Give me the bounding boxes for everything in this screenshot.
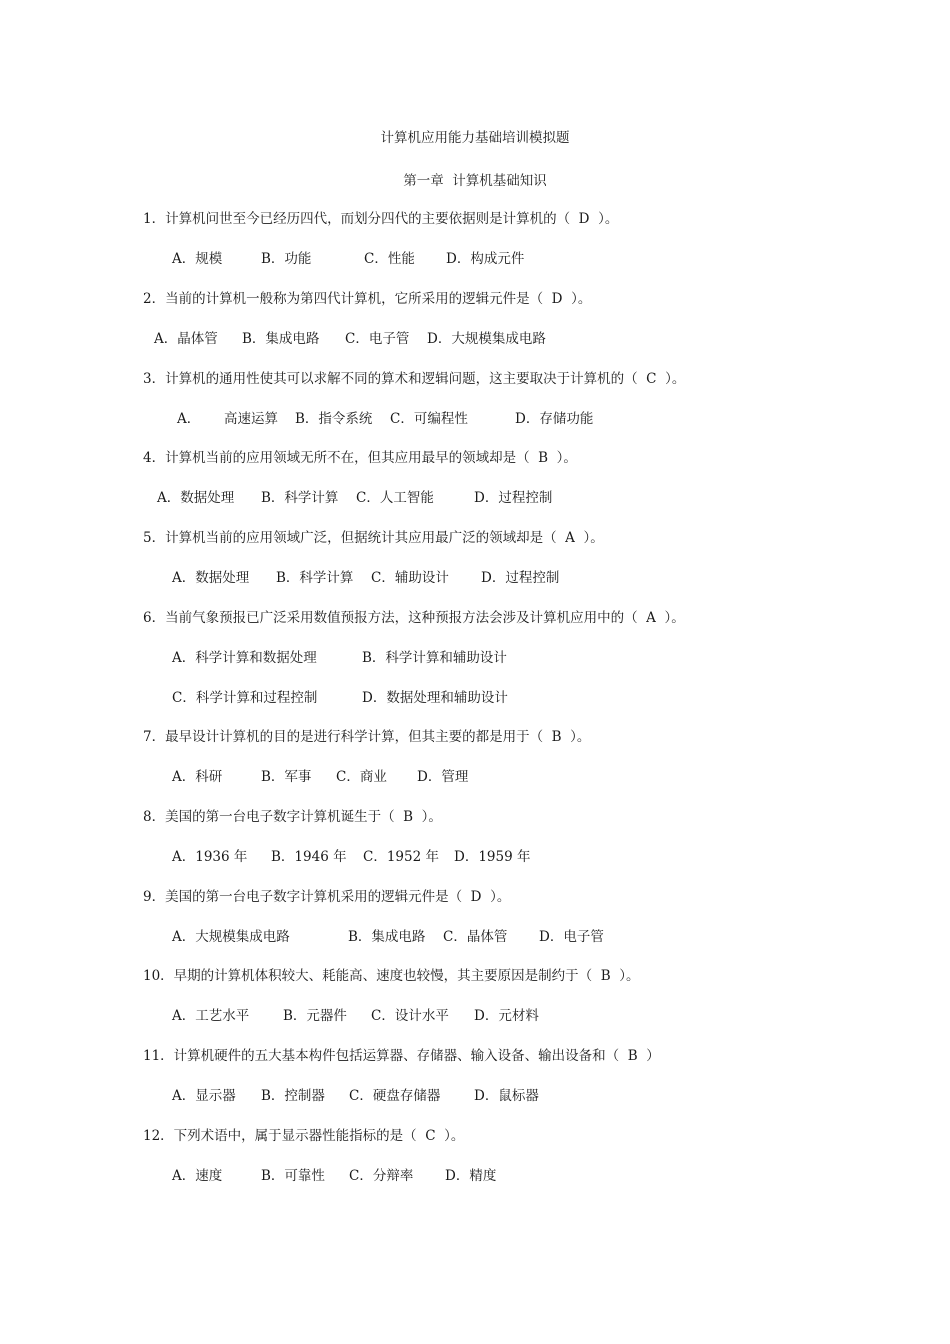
option: C．可编程性	[390, 411, 468, 427]
question-text: 7．最早设计计算机的目的是进行科学计算，但其主要的都是用于（ B ）。	[143, 729, 591, 745]
question-text: 5．计算机当前的应用领域广泛，但据统计其应用最广泛的领域却是（ A ）。	[143, 530, 604, 546]
option: C．性能	[364, 251, 415, 267]
question-text: 12．下列术语中，属于显示器性能指标的是（ C ）。	[143, 1128, 465, 1144]
option: B．控制器	[261, 1088, 325, 1104]
question-text: 4．计算机当前的应用领域无所不在，但其应用最早的领域却是（ B ）。	[143, 450, 577, 466]
option: C．硬盘存储器	[349, 1088, 441, 1104]
option: B．科学计算	[276, 570, 354, 586]
option: C．晶体管	[443, 929, 508, 945]
question-text: 10．早期的计算机体积较大、耗能高、速度也较慢，其主要原因是制约于（ B ）。	[143, 968, 640, 984]
question-text: 11．计算机硬件的五大基本构件包括运算器、存储器、输入设备、输出设备和（ B ）	[143, 1048, 660, 1064]
option: D．管理	[417, 769, 469, 785]
option: B．功能	[261, 251, 312, 267]
option: B．集成电路	[348, 929, 426, 945]
option: A．	[177, 411, 201, 427]
option: D．鼠标器	[474, 1088, 539, 1104]
chapter-heading: 第一章 计算机基础知识	[403, 173, 547, 189]
option: D．大规模集成电路	[427, 331, 546, 347]
option: C．1952 年	[363, 849, 439, 865]
option: D．电子管	[539, 929, 604, 945]
option: A．工艺水平	[172, 1008, 250, 1024]
option: C．辅助设计	[371, 570, 449, 586]
option: A．晶体管	[154, 331, 218, 347]
option: A．显示器	[172, 1088, 236, 1104]
option: A．数据处理	[172, 570, 250, 586]
option: C．人工智能	[356, 490, 434, 506]
option: A．科学计算和数据处理	[172, 650, 317, 666]
option: D．过程控制	[474, 490, 553, 506]
option: D．存储功能	[515, 411, 594, 427]
option: C．科学计算和过程控制	[172, 690, 318, 706]
question-text: 1．计算机问世至今已经历四代，而划分四代的主要依据则是计算机的（ D ）。	[143, 211, 619, 227]
option: D．构成元件	[446, 251, 525, 267]
option: D．1959 年	[454, 849, 531, 865]
option: B．1946 年	[271, 849, 347, 865]
question-text: 6．当前气象预报已广泛采用数值预报方法，这种预报方法会涉及计算机应用中的（ A ）。	[143, 610, 685, 626]
option: B．集成电路	[242, 331, 320, 347]
option: D．过程控制	[481, 570, 560, 586]
option: C．设计水平	[371, 1008, 449, 1024]
option: B．指令系统	[295, 411, 373, 427]
option: A．数据处理	[157, 490, 235, 506]
option: B．军事	[261, 769, 312, 785]
question-text: 8．美国的第一台电子数字计算机诞生于（ B ）。	[143, 809, 442, 825]
question-text: 9．美国的第一台电子数字计算机采用的逻辑元件是（ D ）。	[143, 889, 511, 905]
option: B．元器件	[283, 1008, 347, 1024]
option: A．1936 年	[172, 849, 248, 865]
document-title: 计算机应用能力基础培训模拟题	[380, 130, 570, 146]
option: A．科研	[172, 769, 223, 785]
option: D．数据处理和辅助设计	[362, 690, 508, 706]
option: C．分辩率	[349, 1168, 414, 1184]
option: B．科学计算和辅助设计	[362, 650, 507, 666]
option: C．商业	[336, 769, 387, 785]
option: A．规模	[172, 251, 223, 267]
option: C．电子管	[345, 331, 410, 347]
question-text: 3．计算机的通用性使其可以求解不同的算术和逻辑问题，这主要取决于计算机的（ C ）。	[143, 371, 686, 387]
option: B．可靠性	[261, 1168, 325, 1184]
option: D．精度	[445, 1168, 497, 1184]
option: B．科学计算	[261, 490, 339, 506]
option: A．速度	[172, 1168, 223, 1184]
option: D．元材料	[474, 1008, 539, 1024]
option: 高速运算	[224, 411, 278, 427]
option: A．大规模集成电路	[172, 929, 290, 945]
question-text: 2．当前的计算机一般称为第四代计算机，它所采用的逻辑元件是（ D ）。	[143, 291, 592, 307]
